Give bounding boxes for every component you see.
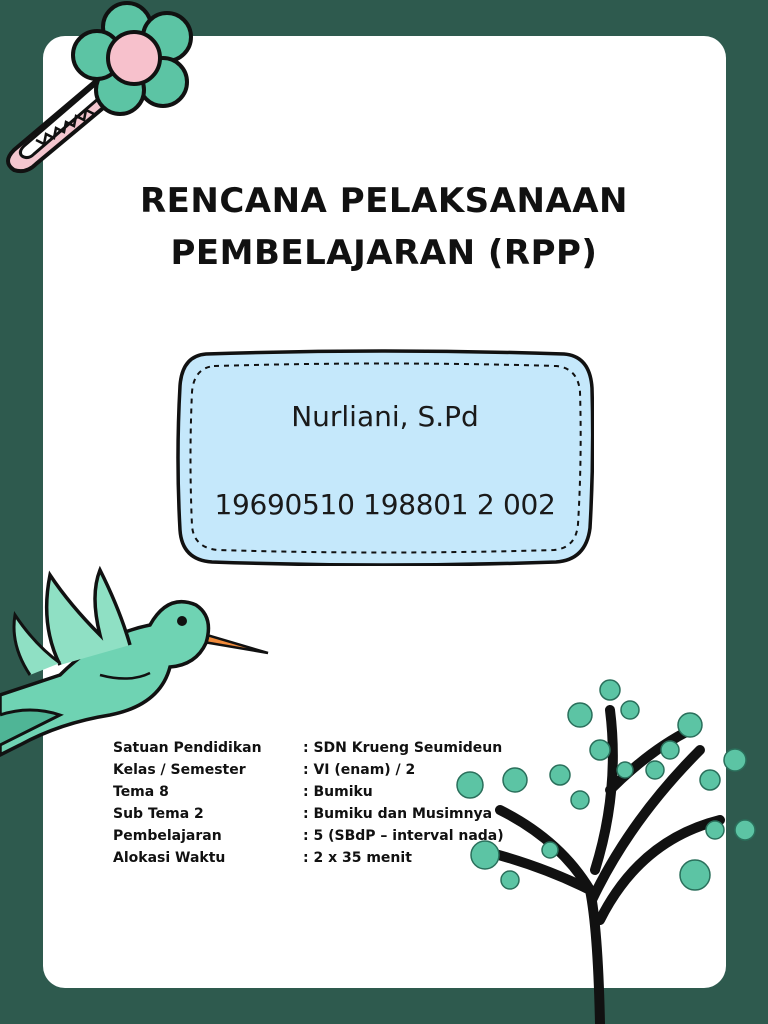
info-label: Kelas / Semester — [113, 762, 246, 778]
info-label: Satuan Pendidikan — [113, 740, 262, 756]
blossom-tree-icon — [440, 670, 768, 1024]
info-label: Tema 8 — [113, 784, 169, 800]
info-value: : 5 (SBdP – interval nada) — [303, 828, 504, 844]
document-title — [0, 175, 768, 279]
info-value: : 2 x 35 menit — [303, 850, 412, 866]
teacher-name: Nurliani, S.Pd — [291, 400, 479, 433]
info-value: : VI (enam) / 2 — [303, 762, 416, 778]
info-label: Pembelajaran — [113, 828, 222, 844]
title-line-2: PEMBELAJARAN (RPP) — [170, 233, 598, 273]
hair-clip-flower-icon — [0, 0, 200, 180]
info-value: : Bumiku dan Musimnya — [303, 806, 493, 822]
info-value: : SDN Krueng Seumideun — [303, 740, 503, 756]
info-label: Alokasi Waktu — [113, 850, 226, 866]
title-line-1: RENCANA PELAKSANAAN — [139, 181, 629, 221]
info-value: : Bumiku — [303, 784, 373, 800]
teacher-nip: 19690510 198801 2 002 — [214, 488, 556, 521]
info-label: Sub Tema 2 — [113, 806, 204, 822]
teacher-name-box — [176, 348, 594, 566]
